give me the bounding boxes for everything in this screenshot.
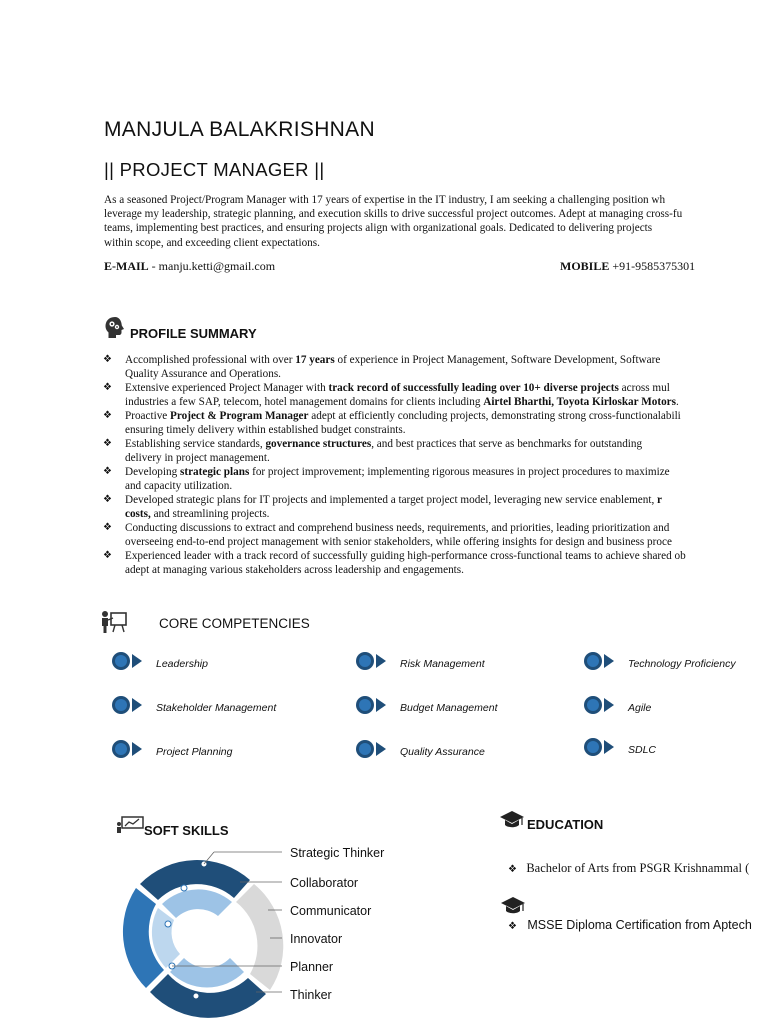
soft-skill-label: Collaborator [290, 876, 359, 890]
arrow-bullet-icon [110, 738, 146, 765]
arrow-bullet-icon [582, 650, 618, 677]
objective-line: leverage my leadership, strategic planning, and execution skills to drive successful project outcomes. Adept at managing cross-fu [104, 208, 683, 221]
competency-label: Quality Assurance [400, 745, 485, 758]
summary-bullet-line: Conducting discussions to extract and comprehend business needs, requirements, and priorities, leading prioritization and [125, 522, 670, 534]
summary-bullet-line: costs, and streamlining projects. [125, 508, 270, 520]
summary-bullet [103, 493, 768, 521]
education-label: MSSE Diploma Certification from Aptech [527, 918, 752, 932]
competency-item [110, 738, 232, 765]
ring-segment-innovator [162, 889, 232, 918]
summary-bullet-line: adept at managing various stakeholders across leadership and engagements. [125, 564, 464, 576]
diamond-bullet-icon: ❖ [103, 522, 112, 533]
soft-skill-label: Communicator [290, 904, 372, 918]
competency-label: Stakeholder Management [156, 701, 277, 714]
competency-label: Technology Proficiency [628, 657, 736, 670]
head-gears-icon [104, 316, 126, 345]
competency-item [354, 738, 485, 765]
soft-skills-title: SOFT SKILLS [144, 823, 229, 838]
profile-summary-list [103, 353, 768, 577]
summary-bullet-line: Experienced leader with a track record of successfully guiding high-performance cross-functional teams to achieve shared ob [125, 550, 686, 562]
competency-label: Risk Management [400, 657, 485, 670]
competency-label: Budget Management [400, 701, 498, 714]
profile-summary-title: PROFILE SUMMARY [130, 326, 257, 341]
email-value[interactable]: - manju.ketti@gmail.com [148, 259, 276, 273]
education-item [508, 861, 768, 876]
soft-skill-label: Planner [290, 960, 334, 974]
graduation-cap-icon [499, 810, 525, 835]
diamond-bullet-icon: ❖ [103, 382, 112, 393]
arrow-bullet-icon [354, 738, 390, 765]
summary-bullet [103, 353, 768, 381]
summary-bullet [103, 521, 768, 549]
objective-line: teams, implementing best practices, and ensuring projects align with organizational goals. Dedicated to delivering projects [104, 222, 653, 235]
core-competencies-title: CORE COMPETENCIES [159, 616, 310, 631]
candidate-name: MANJULA BALAKRISHNAN [104, 118, 375, 141]
competency-item [354, 694, 497, 721]
summary-bullet [103, 549, 768, 577]
summary-bullet-line: Accomplished professional with over 17 years of experience in Project Management, Software Development, Software [125, 354, 661, 366]
diamond-bullet-icon: ❖ [508, 921, 517, 932]
diamond-bullet-icon: ❖ [103, 410, 112, 421]
email-contact [104, 259, 275, 274]
email-label: E-MAIL [104, 259, 149, 273]
arrow-bullet-icon [110, 650, 146, 677]
chart-board-icon [116, 816, 144, 839]
summary-bullet-line: delivery in project management. [125, 452, 270, 464]
diamond-bullet-icon: ❖ [103, 354, 112, 365]
ring-segment-inner-bottom [170, 958, 244, 987]
arrow-bullet-icon [110, 694, 146, 721]
soft-skill-label: Strategic Thinker [290, 846, 385, 860]
presenter-board-icon [100, 610, 128, 639]
ring-segment-collaborator [236, 884, 283, 990]
summary-bullet-line: Developed strategic plans for IT projects and implemented a target project model, leveraging new service enablement, r [125, 494, 663, 506]
mobile-contact [560, 259, 695, 274]
diamond-bullet-icon: ❖ [103, 438, 112, 449]
summary-bullet [103, 409, 768, 437]
summary-bullet-line: Extensive experienced Project Manager with track record of successfully leading over 10+ diverse projects across mul [125, 382, 670, 394]
diamond-bullet-icon: ❖ [103, 494, 112, 505]
diamond-bullet-icon: ❖ [103, 466, 112, 477]
competency-item [110, 650, 208, 677]
mobile-value: +91-9585375301 [609, 259, 696, 273]
summary-bullet [103, 465, 768, 493]
summary-bullet-line: Establishing service standards, governance structures, and best practices that serve as benchmarks for outstanding [125, 438, 643, 450]
summary-bullet-line: Quality Assurance and Operations. [125, 368, 281, 380]
competency-item [582, 650, 736, 677]
objective-line: As a seasoned Project/Program Manager with 17 years of expertise in the IT industry, I am seeking a challenging position wh [104, 194, 666, 206]
soft-skills-ring-chart [110, 840, 400, 1020]
competency-item [582, 736, 656, 763]
summary-bullet-line: Proactive Project & Program Manager adept at efficiently concluding projects, demonstrating strong cross-functionalabili [125, 410, 681, 422]
summary-bullet-line: overseeing end-to-end project management with senior stakeholders, while offering insights for design and business proce [125, 536, 672, 548]
diamond-bullet-icon: ❖ [508, 864, 517, 875]
education-item [508, 918, 768, 932]
summary-bullet-line: Developing strategic plans for project improvement; implementing rigorous measures in project procedures to maximize [125, 466, 670, 478]
competency-label: Agile [628, 701, 652, 714]
competency-label: SDLC [628, 743, 657, 756]
competency-label: Leadership [156, 657, 208, 670]
diamond-bullet-icon: ❖ [103, 550, 112, 561]
soft-skill-label: Thinker [290, 988, 332, 1002]
competency-item [582, 694, 651, 721]
summary-bullet [103, 437, 768, 465]
summary-bullet [103, 381, 768, 409]
summary-bullet-line: and capacity utilization. [125, 480, 233, 492]
job-title: || PROJECT MANAGER || [104, 159, 325, 180]
mobile-label: MOBILE [560, 259, 610, 273]
summary-bullet-line: industries a few SAP, telecom, hotel management domains for clients including Airtel Bharthi, Toyota Kirloskar Motors. [125, 396, 679, 408]
summary-bullet-line: ensuring timely delivery within established budget constraints. [125, 424, 406, 436]
arrow-bullet-icon [582, 736, 618, 763]
competency-item [110, 694, 276, 721]
education-title: EDUCATION [527, 817, 604, 832]
arrow-bullet-icon [582, 694, 618, 721]
education-label: Bachelor of Arts from PSGR Krishnammal ( [526, 861, 750, 875]
arrow-bullet-icon [354, 694, 390, 721]
arrow-bullet-icon [354, 650, 390, 677]
objective-line: within scope, and exceeding client expectations. [104, 236, 320, 249]
competency-label: Project Planning [156, 745, 233, 758]
career-objective [104, 193, 768, 250]
soft-skill-label: Innovator [290, 932, 343, 946]
competency-item [354, 650, 485, 677]
